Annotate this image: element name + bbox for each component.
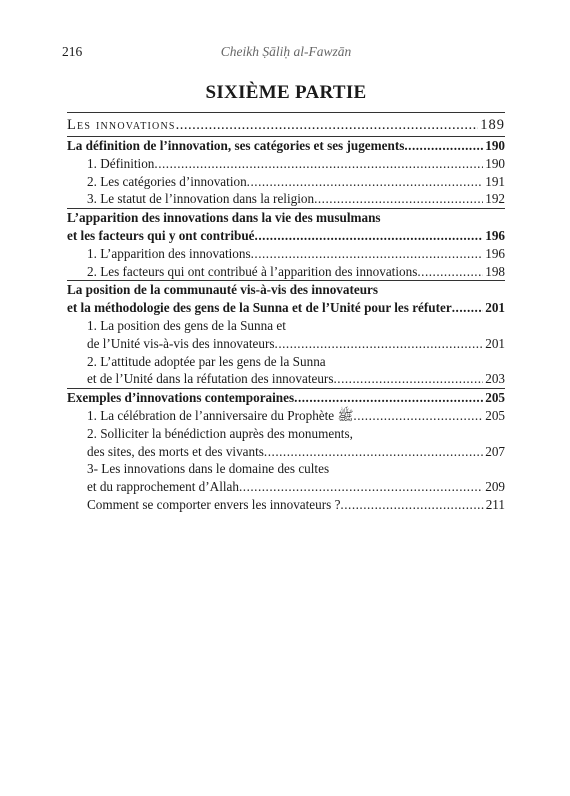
toc-section-heading[interactable] (67, 209, 505, 227)
toc-entry-text: 1. L’apparition des innovations (87, 245, 251, 261)
toc-item[interactable] (67, 317, 505, 335)
leader-dots (247, 173, 484, 191)
toc-item[interactable] (67, 190, 505, 208)
toc-section-heading[interactable] (67, 389, 505, 407)
leader-dots (294, 389, 483, 407)
toc-page-number: 211 (485, 496, 505, 512)
leader-dots (264, 443, 483, 461)
toc-section-heading[interactable] (67, 299, 505, 317)
toc-item[interactable] (67, 478, 505, 496)
toc-entry-text: La définition de l’innovation, ses catégories et ses jugements (67, 138, 405, 153)
toc-entry-text: 2. Les catégories d’innovation (87, 173, 247, 189)
toc-entry-text: 1. La position des gens de la Sunna et (87, 317, 286, 333)
toc-entry-text: L’apparition des innovations dans la vie des musulmans (67, 210, 381, 226)
toc-page-number: 192 (485, 191, 505, 207)
toc-entry-text: 2. Solliciter la bénédiction auprès des monuments, (87, 425, 353, 441)
toc-page-number: 209 (485, 479, 505, 495)
toc-item[interactable] (67, 245, 505, 263)
page-header (62, 44, 510, 64)
part-title: SIXIÈME PARTIE (205, 82, 367, 103)
toc-entry-text: et du rapprochement d’Allah (87, 479, 239, 495)
toc-entry-text: et de l’Unité dans la réfutation des innovateurs (87, 371, 334, 387)
toc-item[interactable] (67, 335, 505, 353)
toc-entry-text: 2. Les facteurs qui ont contribué à l’apparition des innovations (87, 263, 418, 279)
leader-dots (404, 137, 483, 155)
toc-page-number: 207 (485, 443, 505, 459)
toc-entry-text: 3- Les innovations dans le domaine des cultes (87, 461, 330, 477)
toc-item[interactable] (67, 407, 505, 425)
toc-page-number: 205 (485, 407, 505, 423)
toc-entry-text: 2. L’attitude adoptée par les gens de la Sunna (87, 353, 326, 369)
leader-dots (333, 370, 483, 388)
toc-page-number: 190 (485, 155, 505, 171)
toc-item[interactable] (67, 353, 505, 371)
toc-item[interactable] (67, 263, 505, 281)
leader-dots (255, 227, 484, 245)
running-head: Cheikh Ṣāliḥ al-Fawzān (220, 44, 352, 59)
leader-dots (353, 407, 483, 425)
toc-section-heading[interactable] (67, 137, 505, 155)
toc-entry-text: 1. La célébration de l’anniversaire du Prophète ﷺ (87, 407, 354, 423)
toc-page-number: 196 (485, 245, 505, 261)
toc-page-number: 198 (485, 263, 505, 279)
leader-dots (275, 335, 484, 353)
toc-page-number: 191 (485, 173, 505, 189)
toc-item[interactable] (67, 496, 505, 514)
toc-groups (67, 136, 505, 514)
toc-item[interactable] (67, 460, 505, 478)
toc-item[interactable] (67, 425, 505, 443)
toc-item[interactable] (67, 443, 505, 461)
toc-page-number: 190 (485, 138, 505, 153)
toc-item[interactable] (67, 370, 505, 388)
toc-entry-text: Comment se comporter envers les innovateurs ? (87, 496, 341, 512)
leader-dots (239, 478, 483, 496)
toc-item[interactable] (67, 173, 505, 191)
toc-entry-text: de l’Unité vis-à-vis des innovateurs (87, 335, 275, 351)
leader-dots (314, 190, 483, 208)
page-number: 216 (62, 44, 83, 59)
leader-dots (176, 115, 479, 136)
toc-section-heading[interactable] (67, 227, 505, 245)
table-of-contents (67, 112, 505, 514)
leader-dots (340, 496, 483, 514)
toc-entry-text: Les innovations (67, 117, 176, 133)
toc-page-number: 201 (485, 300, 505, 316)
leader-dots (251, 245, 484, 263)
toc-page-number: 189 (480, 117, 505, 133)
toc-page-number: 203 (485, 371, 505, 387)
leader-dots (452, 299, 483, 317)
toc-entry-text: et la méthodologie des gens de la Sunna et de l’Unité pour les réfuter (67, 300, 452, 316)
toc-entry-text: 1. Définition (87, 155, 155, 171)
toc-entry-text: et les facteurs qui y ont contribué (67, 227, 255, 243)
toc-page-number: 201 (485, 335, 505, 351)
toc-entry-text: Exemples d’innovations contemporaines (67, 390, 295, 406)
toc-main-entry[interactable] (67, 113, 505, 136)
leader-dots (417, 263, 483, 281)
leader-dots (154, 155, 483, 173)
toc-item[interactable] (67, 155, 505, 173)
toc-entry-text: 3. Le statut de l’innovation dans la religion (87, 191, 315, 207)
toc-page-number: 196 (485, 227, 505, 243)
toc-page-number: 205 (485, 390, 505, 406)
toc-entry-text: des sites, des morts et des vivants (87, 443, 264, 459)
toc-section-heading[interactable] (67, 281, 505, 299)
toc-entry-text: La position de la communauté vis-à-vis des innovateurs (67, 282, 379, 298)
